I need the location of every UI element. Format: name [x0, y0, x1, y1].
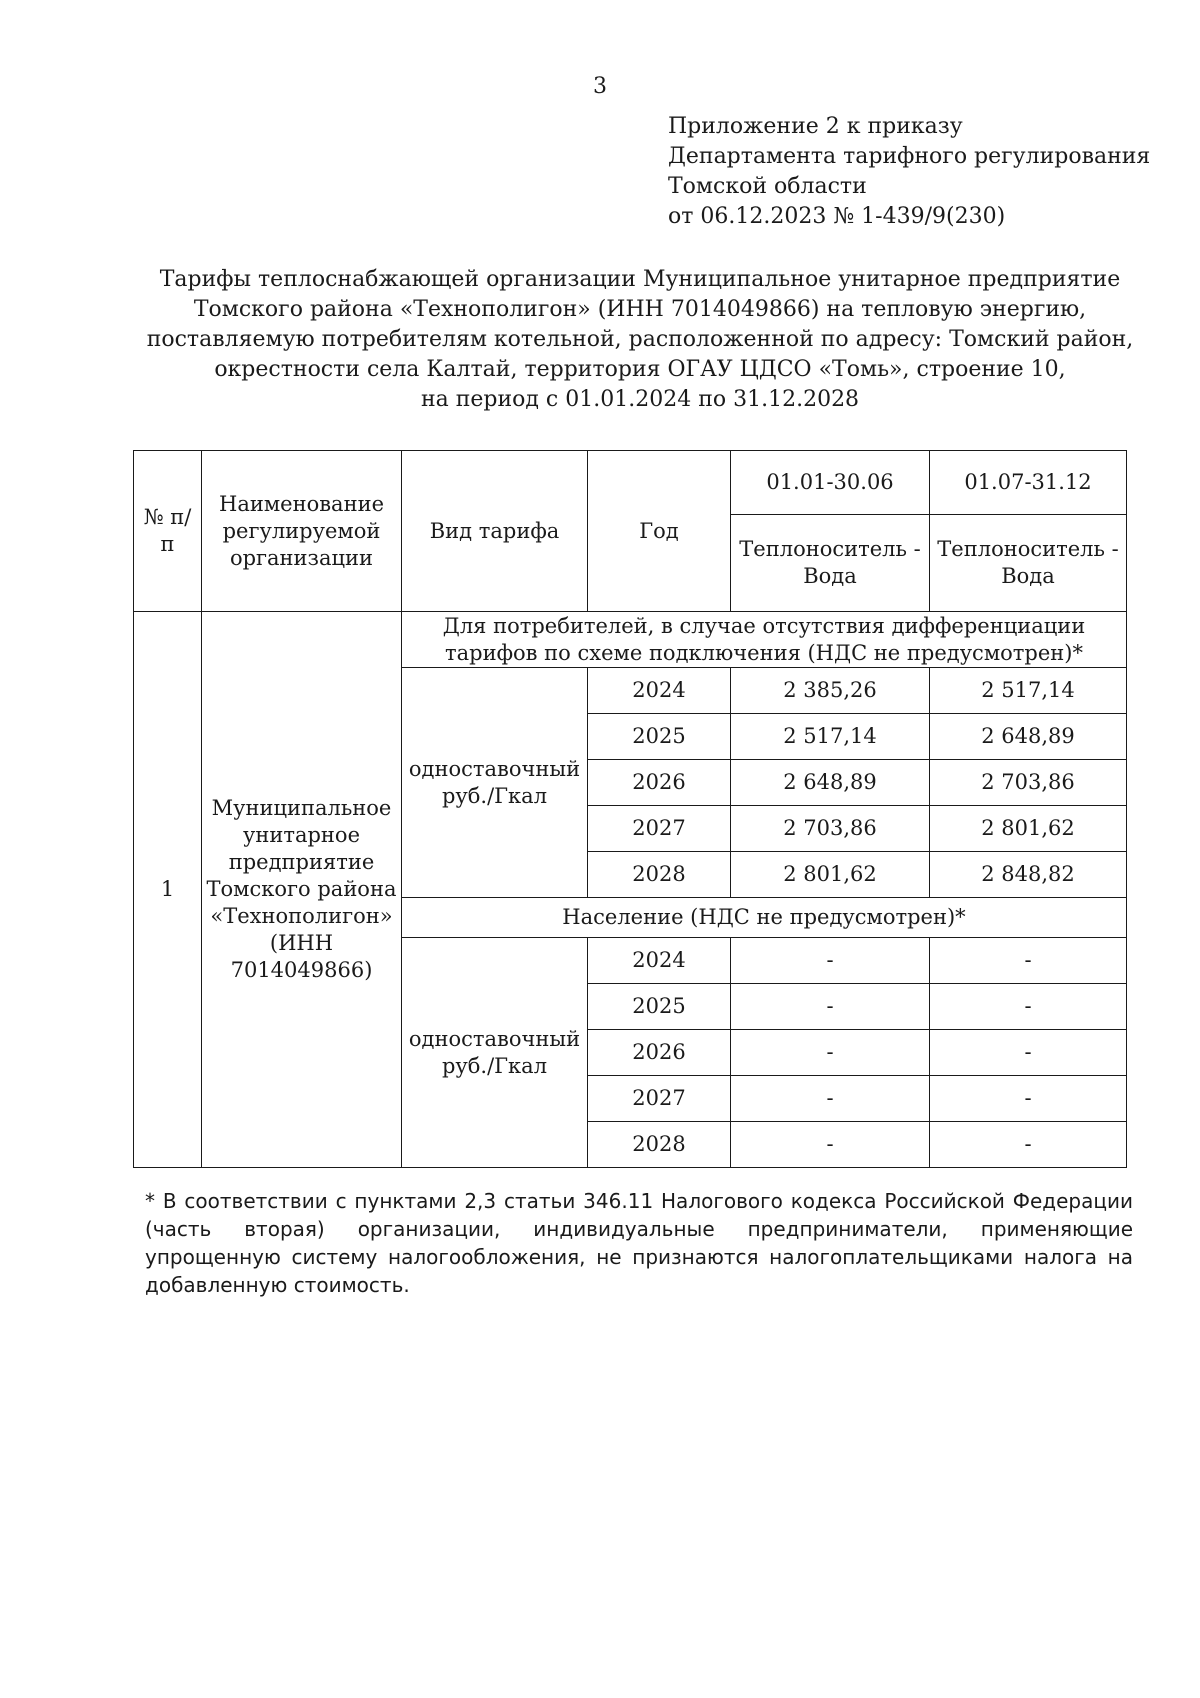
year-cell: 2027	[588, 1076, 731, 1122]
row-number-cell: 1	[134, 612, 202, 1168]
period1-value-cell: -	[731, 1122, 930, 1168]
title-line: Тарифы теплоснабжающей организации Муниципальное унитарное предприятие	[159, 267, 1121, 292]
period1-value-cell: 2 703,86	[731, 806, 930, 852]
period1-value-cell: 2 801,62	[731, 852, 930, 898]
title-line: Томского района «Технополигон» (ИНН 7014049866) на тепловую энергию,	[193, 297, 1087, 322]
header-carrier-1: Теплоноситель - Вода	[731, 515, 930, 612]
period2-value-cell: -	[930, 984, 1127, 1030]
table-body	[134, 612, 1127, 1168]
appendix-block	[668, 112, 1150, 232]
period1-value-cell: -	[731, 1076, 930, 1122]
tariff-type-cell: одноставочный руб./Гкал	[402, 668, 588, 898]
tariff-type-cell: одноставочный руб./Гкал	[402, 938, 588, 1168]
period1-value-cell: -	[731, 938, 930, 984]
period2-value-cell: -	[930, 938, 1127, 984]
appendix-line: Приложение 2 к приказу	[668, 114, 963, 139]
header-tariff-type: Вид тарифа	[402, 451, 588, 612]
period2-value-cell: 2 517,14	[930, 668, 1127, 714]
header-carrier-2: Теплоноситель - Вода	[930, 515, 1127, 612]
period1-value-cell: 2 385,26	[731, 668, 930, 714]
footnote: * В соответствии с пунктами 2,3 статьи 346.11 Налогового кодекса Российской Федерации (часть вторая) организации, индивидуальные предприниматели, применяющие упрощенную систему налогообложения, не признаются налогоплательщиками налога на добавленную стоимость.	[145, 1189, 1133, 1297]
year-cell: 2025	[588, 714, 731, 760]
header-period-2: 01.07-31.12	[930, 451, 1127, 515]
year-cell: 2025	[588, 984, 731, 1030]
appendix-line: от 06.12.2023 № 1-439/9(230)	[668, 204, 1006, 229]
period2-value-cell: 2 648,89	[930, 714, 1127, 760]
tariff-table	[133, 450, 1127, 1168]
period2-value-cell: -	[930, 1030, 1127, 1076]
period2-value-cell: 2 801,62	[930, 806, 1127, 852]
year-cell: 2026	[588, 1030, 731, 1076]
table-header	[134, 451, 1127, 612]
year-cell: 2024	[588, 668, 731, 714]
header-num: № п/п	[134, 451, 202, 612]
year-cell: 2026	[588, 760, 731, 806]
period2-value-cell: -	[930, 1076, 1127, 1122]
period1-value-cell: 2 517,14	[731, 714, 930, 760]
title-line: окрестности села Калтай, территория ОГАУ ЦДСО «Томь», строение 10,	[214, 357, 1066, 382]
year-cell: 2024	[588, 938, 731, 984]
period2-value-cell: -	[930, 1122, 1127, 1168]
year-cell: 2028	[588, 852, 731, 898]
year-cell: 2028	[588, 1122, 731, 1168]
document-title	[120, 265, 1160, 415]
period1-value-cell: 2 648,89	[731, 760, 930, 806]
year-cell: 2027	[588, 806, 731, 852]
page-number: 3	[593, 74, 607, 99]
period2-value-cell: 2 703,86	[930, 760, 1127, 806]
title-line: поставляемую потребителям котельной, расположенной по адресу: Томский район,	[146, 327, 1134, 352]
title-line: на период с 01.01.2024 по 31.12.2028	[420, 387, 860, 412]
period1-value-cell: -	[731, 1030, 930, 1076]
period2-value-cell: 2 848,82	[930, 852, 1127, 898]
section-caption: Для потребителей, в случае отсутствия дифференциации тарифов по схеме подключения (НДС не предусмотрен)*	[402, 612, 1127, 668]
period1-value-cell: -	[731, 984, 930, 1030]
organization-cell: Муниципальное унитарное предприятие Томского района «Технополигон» (ИНН 7014049866)	[202, 612, 402, 1168]
header-org: Наименование регулируемой организации	[202, 451, 402, 612]
appendix-line: Департамента тарифного регулирования	[668, 144, 1151, 169]
section-caption: Население (НДС не предусмотрен)*	[402, 898, 1127, 938]
header-year: Год	[588, 451, 731, 612]
appendix-line: Томской области	[668, 174, 867, 199]
header-period-1: 01.01-30.06	[731, 451, 930, 515]
